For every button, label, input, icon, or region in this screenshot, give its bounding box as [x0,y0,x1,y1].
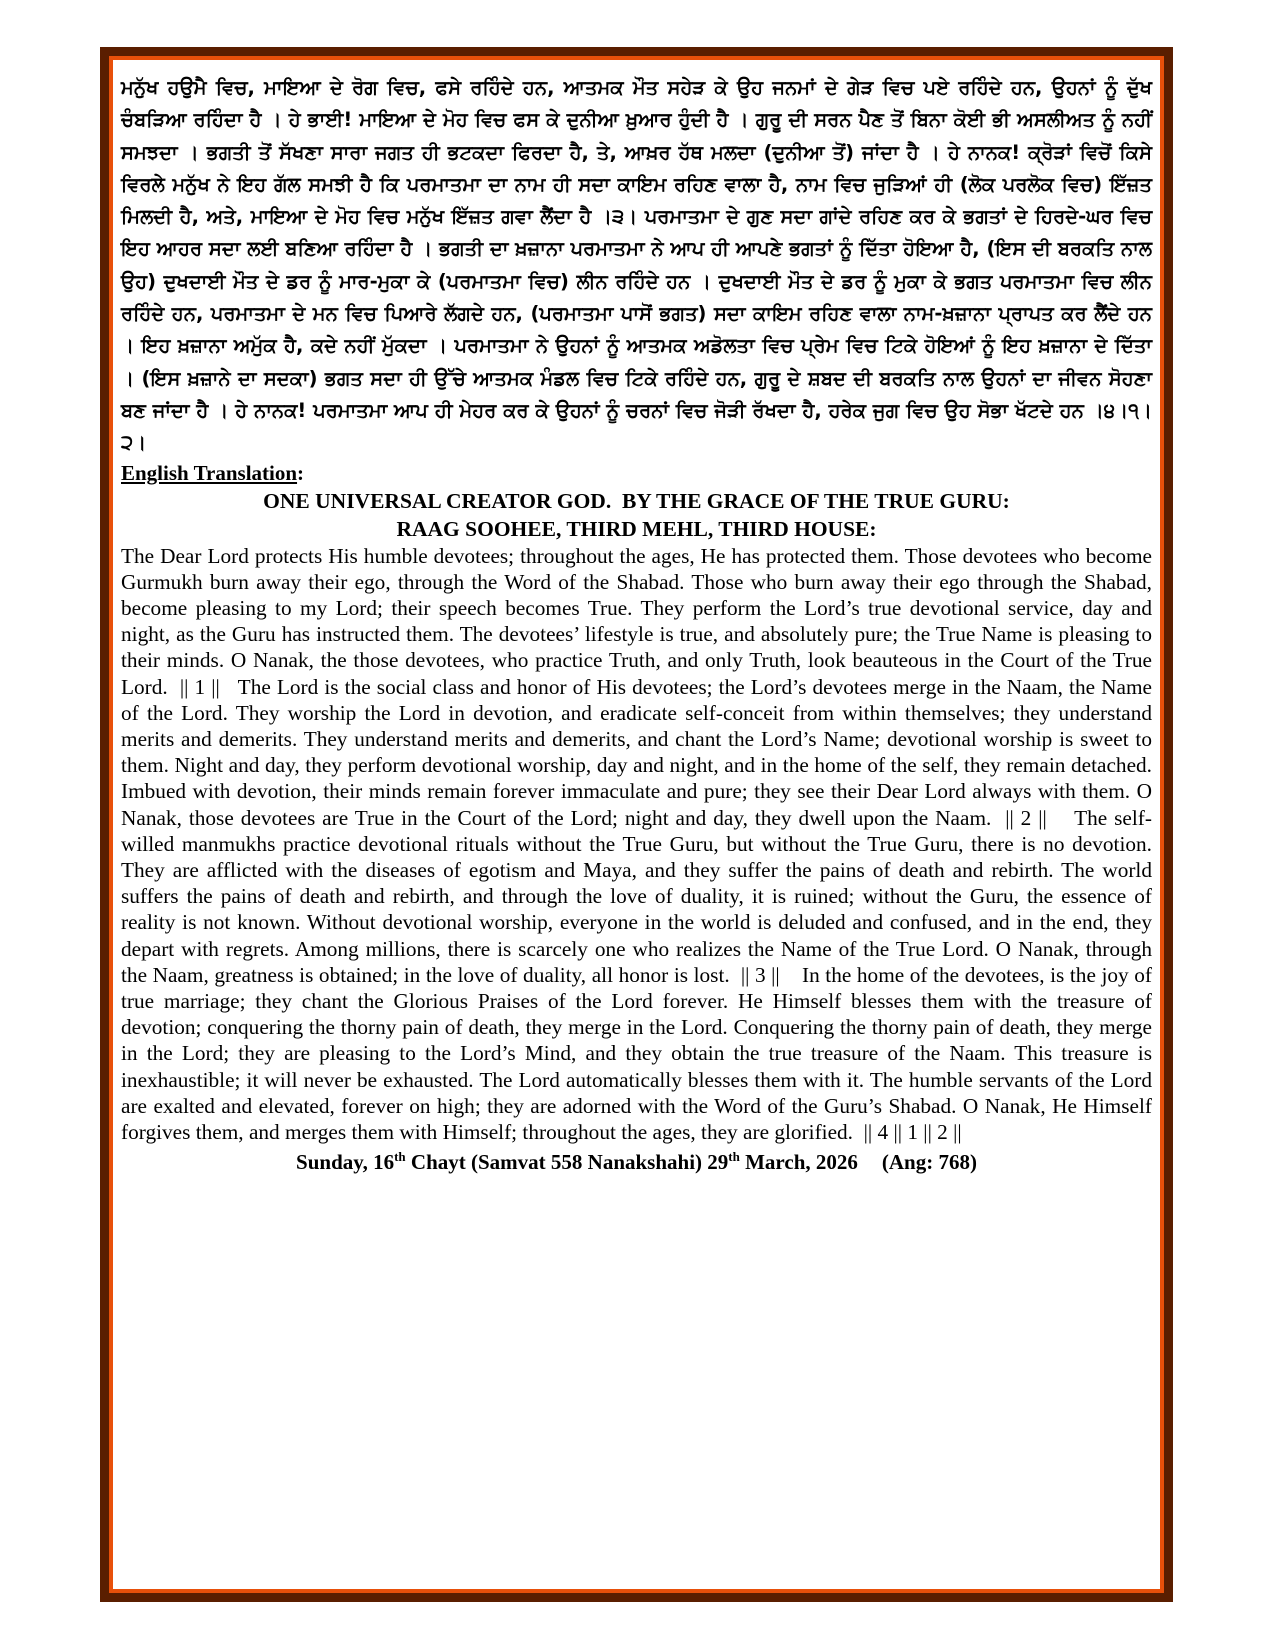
punjabi-explanation: ਮਨੁੱਖ ਹਉਮੈ ਵਿਚ, ਮਾਇਆ ਦੇ ਰੋਗ ਵਿਚ, ਫਸੇ ਰਹਿੰਦੇ ਹਨ, ਆਤਮਕ ਮੌਤ ਸਹੇੜ ਕੇ ਉਹ ਜਨਮਾਂ ਦੇ ਗੇੜ ਵਿਚ ਪਏ ਰਹਿੰਦੇ ਹਨ, ਉਹਨਾਂ ਨੂੰ ਦੁੱਖ ਚੰਬੜਿਆ ਰਹਿੰਦਾ ਹੈ । ਹੇ ਭਾਈ! ਮਾਇਆ ਦੇ ਮੋਹ ਵਿਚ ਫਸ ਕੇ ਦੁਨੀਆ ਖ਼ੁਆਰ ਹੁੰਦੀ ਹੈ । ਗੁਰੂ ਦੀ ਸਰਨ ਪੈਣ ਤੋਂ ਬਿਨਾ ਕੋਈ ਭੀ ਅਸਲੀਅਤ ਨੂੰ ਨਹੀਂ ਸਮਝਦਾ । ਭਗਤੀ ਤੋਂ ਸੱਖਣਾ ਸਾਰਾ ਜਗਤ ਹੀ ਭਟਕਦਾ ਫਿਰਦਾ ਹੈ, ਤੇ, ਆਖ਼ਰ ਹੱਥ ਮਲਦਾ (ਦੁਨੀਆ ਤੋਂ) ਜਾਂਦਾ ਹੈ । ਹੇ ਨਾਨਕ! ਕ੍ਰੋੜਾਂ ਵਿਚੋਂ ਕਿਸੇ ਵਿਰਲੇ ਮਨੁੱਖ ਨੇ ਇਹ ਗੱਲ ਸਮਝੀ ਹੈ ਕਿ ਪਰਮਾਤਮਾ ਦਾ ਨਾਮ ਹੀ ਸਦਾ ਕਾਇਮ ਰਹਿਣ ਵਾਲਾ ਹੈ, ਨਾਮ ਵਿਚ ਜੁੜਿਆਂ ਹੀ (ਲੋਕ ਪਰਲੋਕ ਵਿਚ) ਇੱਜ਼ਤ ਮਿਲਦੀ ਹੈ, ਅਤੇ, ਮਾਇਆ ਦੇ ਮੋਹ ਵਿਚ ਮਨੁੱਖ ਇੱਜ਼ਤ ਗਵਾ ਲੈਂਦਾ ਹੈ ।੩। ਪਰਮਾਤਮਾ ਦੇ ਗੁਣ ਸਦਾ ਗਾਂਦੇ ਰਹਿਣ ਕਰ ਕੇ ਭਗਤਾਂ ਦੇ ਹਿਰਦੇ-ਘਰ ਵਿਚ ਇਹ ਆਹਰ ਸਦਾ ਲਈ ਬਣਿਆ ਰਹਿੰਦਾ ਹੈ । ਭਗਤੀ ਦਾ ਖ਼ਜ਼ਾਨਾ ਪਰਮਾਤਮਾ ਨੇ ਆਪ ਹੀ ਆਪਣੇ ਭਗਤਾਂ ਨੂੰ ਦਿੱਤਾ ਹੋਇਆ ਹੈ, (ਇਸ ਦੀ ਬਰਕਤਿ ਨਾਲ ਉਹ) ਦੁਖਦਾਈ ਮੌਤ ਦੇ ਡਰ ਨੂੰ ਮਾਰ-ਮੁਕਾ ਕੇ (ਪਰਮਾਤਮਾ ਵਿਚ) ਲੀਨ ਰਹਿੰਦੇ ਹਨ । ਦੁਖਦਾਈ ਮੌਤ ਦੇ ਡਰ ਨੂੰ ਮੁਕਾ ਕੇ ਭਗਤ ਪਰਮਾਤਮਾ ਵਿਚ ਲੀਨ ਰਹਿੰਦੇ ਹਨ, ਪਰਮਾਤਮਾ ਦੇ ਮਨ ਵਿਚ ਪਿਆਰੇ ਲੱਗਦੇ ਹਨ, (ਪਰਮਾਤਮਾ ਪਾਸੋਂ ਭਗਤ) ਸਦਾ ਕਾਇਮ ਰਹਿਣ ਵਾਲਾ ਨਾਮ-ਖ਼ਜ਼ਾਨਾ ਪ੍ਰਾਪਤ ਕਰ ਲੈਂਦੇ ਹਨ । ਇਹ ਖ਼ਜ਼ਾਨਾ ਅਮੁੱਕ ਹੈ, ਕਦੇ ਨਹੀਂ ਮੁੱਕਦਾ । ਪਰਮਾਤਮਾ ਨੇ ਉਹਨਾਂ ਨੂੰ ਆਤਮਕ ਅਡੋਲਤਾ ਵਿਚ ਪ੍ਰੇਮ ਵਿਚ ਟਿਕੇ ਹੋਇਆਂ ਨੂੰ ਇਹ ਖ਼ਜ਼ਾਨਾ ਦੇ ਦਿੱਤਾ । (ਇਸ ਖ਼ਜ਼ਾਨੇ ਦਾ ਸਦਕਾ) ਭਗਤ ਸਦਾ ਹੀ ਉੱਚੇ ਆਤਮਕ ਮੰਡਲ ਵਿਚ ਟਿਕੇ ਰਹਿੰਦੇ ਹਨ, ਗੁਰੂ ਦੇ ਸ਼ਬਦ ਦੀ ਬਰਕਤਿ ਨਾਲ ਉਹਨਾਂ ਦਾ ਜੀਵਨ ਸੋਹਣਾ ਬਣ ਜਾਂਦਾ ਹੈ । ਹੇ ਨਾਨਕ! ਪਰਮਾਤਮਾ ਆਪ ਹੀ ਮੇਹਰ ਕਰ ਕੇ ਉਹਨਾਂ ਨੂੰ ਚਰਨਾਂ ਵਿਚ ਜੋੜੀ ਰੱਖਦਾ ਹੈ, ਹਰੇਕ ਜੁਗ ਵਿਚ ਉਹ ਸੋਭਾ ਖੱਟਦੇ ਹਨ ।੪।੧।੨। [121,76,1152,455]
footer-weekday-date: Sunday, 16 [296,1150,395,1175]
footer-dateline [121,1147,1152,1177]
english-translation-label-text: English Translation [121,460,298,485]
footer-gregorian: March, 2026 [739,1150,858,1175]
page-content [109,56,1164,1593]
english-translation-body: The Dear Lord protects His humble devotees; throughout the ages, He has protected them. Those devotees who become Gurmukh burn away their ego, through the Word of the Shabad. Those who burn away their ego through the Shabad, become pleasing to my Lord; their speech becomes True. They perform the Lord’s true devotional service, day and night, as the Guru has instructed them. The devotees’ lifestyle is true, and absolutely pure; the True Name is pleasing to their minds. O Nanak, the those devotees, who practice Truth, and only Truth, look beauteous in the Court of the True Lord. || 1 || The Lord is the social class and honor of His devotees; the Lord’s devotees merge in the Naam, the Name of the Lord. They worship the Lord in devotion, and eradicate self-conceit from within themselves; they understand merits and demerits. They understand merits and demerits, and chant the Lord’s Name; devotional worship is sweet to them. Night and day, they perform devotional worship, day and night, and in the home of the self, they remain detached. Imbued with devotion, their minds remain forever immaculate and pure; they see their Dear Lord always with them. O Nanak, those devotees are True in the Court of the Lord; night and day, they dwell upon the Naam. || 2 || The self-willed manmukhs practice devotional rituals without the True Guru, but without the True Guru, there is no devotion. They are afflicted with the diseases of egotism and Maya, and they suffer the pains of death and rebirth. The world suffers the pains of death and rebirth, and through the love of duality, it is ruined; without the Guru, the essence of reality is not known. Without devotional worship, everyone in the world is deluded and confused, and in the end, they depart with regrets. Among millions, there is scarcely one who realizes the Name of the True Lord. O Nanak, through the Naam, greatness is obtained; in the love of duality, all honor is lost. || 3 || In the home of the devotees, is the joy of true marriage; they chant the Glorious Praises of the Lord forever. He Himself blesses them with the treasure of devotion; conquering the thorny pain of death, they merge in the Lord. Conquering the thorny pain of death, they merge in the Lord; they are pleasing to the Lord’s Mind, and they obtain the true treasure of the Naam. This treasure is inexhaustible; it will never be exhausted. The Lord automatically blesses them with it. The humble servants of the Lord are exalted and elevated, forever on high; they are adorned with the Word of the Guru’s Shabad. O Nanak, He Himself forgives them, and merges them with Himself; throughout the ages, they are glorified. || 4 || 1 || 2 || [121,543,1158,1145]
footer-ang: (Ang: 768) [881,1150,977,1175]
page-border-frame [100,47,1173,1602]
footer-ordinal-2: th [728,1149,740,1165]
footer-nanakshahi: Chayt (Samvat 558 Nanakshahi) 29 [405,1150,729,1175]
english-translation-label-colon: : [297,460,305,485]
heading-raag: RAAG SOOHEE, THIRD MEHL, THIRD HOUSE: [396,516,877,541]
footer-ordinal-1: th [394,1149,406,1165]
english-translation-label [121,460,1152,487]
heading-mool-mantar: ONE UNIVERSAL CREATOR GOD. BY THE GRACE OF THE TRUE GURU: [263,488,1010,513]
